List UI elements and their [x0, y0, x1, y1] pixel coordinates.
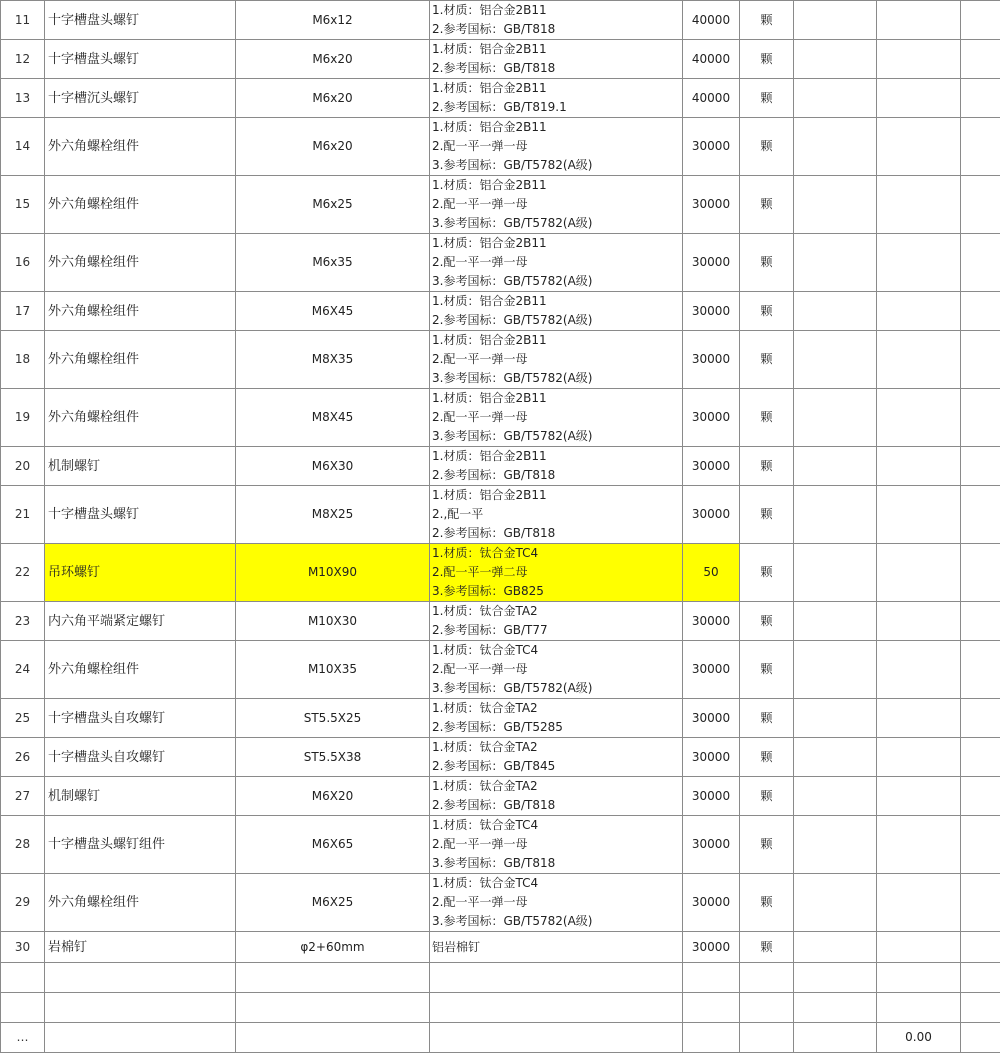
description-line: 1.材质：钛合金TC4 [432, 643, 539, 657]
spec-cell: M6x20 [236, 118, 430, 176]
description-line: 1.材质：铝合金2B11 [432, 391, 547, 405]
blank-cell [794, 738, 877, 777]
description-line: 1.材质：铝合金2B11 [432, 488, 547, 502]
row-number-cell: 11 [1, 1, 45, 40]
quantity-cell: 30000 [683, 738, 740, 777]
table-row [1, 699, 1000, 738]
description-line: 铝岩棉钉 [432, 939, 481, 954]
item-name-cell: 十字槽盘头自攻螺钉 [45, 699, 236, 738]
item-name-cell: 岩棉钉 [45, 932, 236, 963]
description-line: 3.参考国标：GB/T818 [432, 856, 556, 870]
blank-cell [961, 874, 1000, 932]
description-line: 2.参考国标：GB/T818 [432, 798, 556, 812]
description-cell [430, 699, 683, 738]
description-cell [430, 602, 683, 641]
description-cell [430, 777, 683, 816]
blank-cell [794, 699, 877, 738]
row-number-cell: 20 [1, 447, 45, 486]
quantity-cell: 30000 [683, 486, 740, 544]
spec-cell: M6x25 [236, 176, 430, 234]
spec-cell: ST5.5X25 [236, 699, 430, 738]
unit-cell: 颗 [740, 234, 794, 292]
table-row [1, 176, 1000, 234]
blank-cell [877, 602, 961, 641]
blank-cell [794, 602, 877, 641]
blank-cell [961, 602, 1000, 641]
table-row [1, 40, 1000, 79]
description-line: 3.参考国标：GB/T5782(A级) [432, 429, 593, 443]
spec-cell: M6x20 [236, 79, 430, 118]
blank-cell [794, 777, 877, 816]
quantity-cell: 30000 [683, 932, 740, 963]
row-number-cell: 19 [1, 389, 45, 447]
unit-cell: 颗 [740, 447, 794, 486]
blank-cell [961, 544, 1000, 602]
table-row [1, 738, 1000, 777]
description-line: 1.材质：铝合金2B11 [432, 333, 547, 347]
quantity-cell: 30000 [683, 389, 740, 447]
blank-cell [877, 738, 961, 777]
description-line: 1.材质：钛合金TA2 [432, 740, 538, 754]
table-row [1, 389, 1000, 447]
blank-cell [961, 447, 1000, 486]
item-name-cell: 外六角螺栓组件 [45, 292, 236, 331]
description-line: 2.配一平一弹一母 [432, 410, 528, 424]
unit-cell: 颗 [740, 331, 794, 389]
description-line: 1.材质：铝合金2B11 [432, 449, 547, 463]
unit-cell: 颗 [740, 932, 794, 963]
spec-cell: M6x12 [236, 1, 430, 40]
unit-cell: 颗 [740, 292, 794, 331]
description-cell [430, 816, 683, 874]
spec-cell: M10X35 [236, 641, 430, 699]
description-cell [430, 447, 683, 486]
blank-cell [961, 816, 1000, 874]
blank-cell [961, 389, 1000, 447]
item-name-cell: 吊环螺钉 [45, 544, 236, 602]
quantity-cell: 30000 [683, 777, 740, 816]
item-name-cell: 外六角螺栓组件 [45, 234, 236, 292]
blank-cell [961, 292, 1000, 331]
table-row [1, 1, 1000, 40]
blank-cell [794, 40, 877, 79]
quantity-cell: 30000 [683, 234, 740, 292]
description-line: 1.材质：钛合金TC4 [432, 876, 539, 890]
table-row [1, 486, 1000, 544]
blank-cell [877, 874, 961, 932]
description-line: 3.参考国标：GB/T5782(A级) [432, 681, 593, 695]
row-number-cell: 18 [1, 331, 45, 389]
blank-cell [877, 176, 961, 234]
table-row [1, 777, 1000, 816]
unit-cell: 颗 [740, 874, 794, 932]
blank-cell [877, 816, 961, 874]
blank-cell [877, 79, 961, 118]
description-line: 2.参考国标：GB/T818 [432, 22, 556, 36]
blank-cell [794, 176, 877, 234]
description-line: 2.配一平一弹一母 [432, 895, 528, 909]
row-number-cell: 16 [1, 234, 45, 292]
description-line: 2.配一平一弹一母 [432, 352, 528, 366]
item-name-cell: 十字槽盘头螺钉 [45, 40, 236, 79]
description-cell [430, 932, 683, 963]
unit-cell: 颗 [740, 641, 794, 699]
description-line: 1.材质：铝合金2B11 [432, 81, 547, 95]
quantity-cell: 30000 [683, 874, 740, 932]
description-line: 2.配一平一弹一母 [432, 139, 528, 153]
description-cell [430, 738, 683, 777]
description-line: 2.,配一平 [432, 507, 484, 521]
blank-cell [877, 118, 961, 176]
total-cell: 0.00 [877, 1023, 961, 1053]
unit-cell: 颗 [740, 486, 794, 544]
item-name-cell: 外六角螺栓组件 [45, 176, 236, 234]
blank-cell [794, 331, 877, 389]
quantity-cell: 30000 [683, 118, 740, 176]
row-number-cell: 29 [1, 874, 45, 932]
table-row [1, 292, 1000, 331]
description-line: 2.参考国标：GB/T818 [432, 526, 556, 540]
table-row [1, 118, 1000, 176]
blank-cell [877, 40, 961, 79]
description-cell [430, 389, 683, 447]
description-line: 3.参考国标：GB/T5782(A级) [432, 371, 593, 385]
item-name-cell: 十字槽盘头螺钉 [45, 1, 236, 40]
description-cell [430, 544, 683, 602]
spec-cell: M6x35 [236, 234, 430, 292]
unit-cell: 颗 [740, 699, 794, 738]
description-line: 2.配一平一弹一母 [432, 662, 528, 676]
blank-cell [961, 777, 1000, 816]
unit-cell: 颗 [740, 777, 794, 816]
spec-cell: M8X25 [236, 486, 430, 544]
item-name-cell: 外六角螺栓组件 [45, 389, 236, 447]
item-name-cell: 十字槽沉头螺钉 [45, 79, 236, 118]
description-line: 1.材质：铝合金2B11 [432, 178, 547, 192]
description-line: 2.参考国标：GB/T818 [432, 61, 556, 75]
description-cell [430, 79, 683, 118]
row-number-cell: 25 [1, 699, 45, 738]
row-number-cell: 17 [1, 292, 45, 331]
item-name-cell: 十字槽盘头螺钉组件 [45, 816, 236, 874]
blank-cell [961, 641, 1000, 699]
blank-cell [961, 118, 1000, 176]
table-body [1, 1, 1000, 963]
spec-cell: M10X90 [236, 544, 430, 602]
quantity-cell: 30000 [683, 816, 740, 874]
table-row [1, 641, 1000, 699]
row-number-cell: 28 [1, 816, 45, 874]
unit-cell: 颗 [740, 1, 794, 40]
blank-cell [794, 486, 877, 544]
blank-cell [961, 699, 1000, 738]
blank-cell [877, 1, 961, 40]
description-line: 1.材质：钛合金TA2 [432, 779, 538, 793]
blank-cell [961, 331, 1000, 389]
blank-cell [794, 544, 877, 602]
spec-cell: M6x20 [236, 40, 430, 79]
row-number-cell: 14 [1, 118, 45, 176]
row-number-cell: 22 [1, 544, 45, 602]
table-row [1, 874, 1000, 932]
description-line: 2.参考国标：GB/T77 [432, 623, 548, 637]
description-line: 2.配一平一弹二母 [432, 565, 528, 579]
item-name-cell: 外六角螺栓组件 [45, 874, 236, 932]
blank-cell [961, 79, 1000, 118]
quantity-cell: 30000 [683, 176, 740, 234]
row-number-cell: 26 [1, 738, 45, 777]
table-row [1, 602, 1000, 641]
blank-cell [961, 486, 1000, 544]
item-name-cell: 外六角螺栓组件 [45, 118, 236, 176]
table-row [1, 816, 1000, 874]
empty-row [1, 993, 1000, 1023]
description-line: 3.参考国标：GB/T5782(A级) [432, 274, 593, 288]
description-line: 2.参考国标：GB/T5782(A级) [432, 313, 593, 327]
description-line: 2.配一平一弹一母 [432, 837, 528, 851]
row-number-cell: 24 [1, 641, 45, 699]
item-name-cell: 十字槽盘头自攻螺钉 [45, 738, 236, 777]
unit-cell: 颗 [740, 816, 794, 874]
quantity-cell: 30000 [683, 292, 740, 331]
quantity-cell: 30000 [683, 447, 740, 486]
blank-cell [877, 544, 961, 602]
row-number-cell: 12 [1, 40, 45, 79]
unit-cell: 颗 [740, 118, 794, 176]
blank-cell [877, 292, 961, 331]
total-row [1, 1023, 1000, 1053]
spec-cell: M8X35 [236, 331, 430, 389]
unit-cell: 颗 [740, 544, 794, 602]
description-line: 2.参考国标：GB/T845 [432, 759, 556, 773]
row-number-cell: 13 [1, 79, 45, 118]
description-line: 1.材质：铝合金2B11 [432, 120, 547, 134]
item-name-cell: 机制螺钉 [45, 777, 236, 816]
ellipsis-cell: … [1, 1023, 45, 1053]
row-number-cell: 23 [1, 602, 45, 641]
description-line: 1.材质：铝合金2B11 [432, 236, 547, 250]
blank-cell [794, 874, 877, 932]
item-name-cell: 十字槽盘头螺钉 [45, 486, 236, 544]
blank-cell [794, 79, 877, 118]
description-cell [430, 40, 683, 79]
description-line: 1.材质：钛合金TA2 [432, 604, 538, 618]
blank-cell [794, 932, 877, 963]
description-cell [430, 1, 683, 40]
description-cell [430, 641, 683, 699]
spec-cell: M6X25 [236, 874, 430, 932]
description-line: 3.参考国标：GB825 [432, 584, 544, 598]
description-line: 2.配一平一弹一母 [432, 197, 528, 211]
table-footer [1, 963, 1000, 1053]
blank-cell [794, 234, 877, 292]
description-line: 2.参考国标：GB/T819.1 [432, 100, 567, 114]
spec-cell: M6X65 [236, 816, 430, 874]
blank-cell [794, 641, 877, 699]
table-row [1, 932, 1000, 963]
spec-cell: M8X45 [236, 389, 430, 447]
spec-cell: ST5.5X38 [236, 738, 430, 777]
blank-cell [877, 389, 961, 447]
blank-cell [961, 738, 1000, 777]
blank-cell [961, 932, 1000, 963]
spec-cell: M6X30 [236, 447, 430, 486]
unit-cell: 颗 [740, 389, 794, 447]
spec-cell: M6X20 [236, 777, 430, 816]
spec-cell: M10X30 [236, 602, 430, 641]
description-line: 2.参考国标：GB/T818 [432, 468, 556, 482]
blank-cell [794, 816, 877, 874]
description-cell [430, 486, 683, 544]
blank-cell [961, 1, 1000, 40]
unit-cell: 颗 [740, 738, 794, 777]
blank-cell [877, 331, 961, 389]
description-line: 3.参考国标：GB/T5782(A级) [432, 216, 593, 230]
blank-cell [877, 641, 961, 699]
description-line: 1.材质：钛合金TA2 [432, 701, 538, 715]
blank-cell [794, 118, 877, 176]
description-cell [430, 234, 683, 292]
description-cell [430, 874, 683, 932]
table-row [1, 447, 1000, 486]
quantity-cell: 30000 [683, 331, 740, 389]
empty-row [1, 963, 1000, 993]
row-number-cell: 30 [1, 932, 45, 963]
blank-cell [961, 40, 1000, 79]
blank-cell [961, 176, 1000, 234]
row-number-cell: 27 [1, 777, 45, 816]
description-line: 2.参考国标：GB/T5285 [432, 720, 563, 734]
table-row [1, 79, 1000, 118]
quantity-cell: 30000 [683, 602, 740, 641]
quantity-cell: 30000 [683, 699, 740, 738]
blank-cell [794, 389, 877, 447]
item-name-cell: 外六角螺栓组件 [45, 641, 236, 699]
unit-cell: 颗 [740, 79, 794, 118]
description-line: 3.参考国标：GB/T5782(A级) [432, 914, 593, 928]
description-line: 2.配一平一弹一母 [432, 255, 528, 269]
blank-cell [877, 777, 961, 816]
quantity-cell: 40000 [683, 40, 740, 79]
unit-cell: 颗 [740, 176, 794, 234]
blank-cell [794, 292, 877, 331]
blank-cell [877, 699, 961, 738]
description-line: 1.材质：钛合金TC4 [432, 818, 539, 832]
blank-cell [877, 447, 961, 486]
description-line: 1.材质：钛合金TC4 [432, 546, 539, 560]
table-row [1, 331, 1000, 389]
quantity-cell: 30000 [683, 641, 740, 699]
description-line: 1.材质：铝合金2B11 [432, 294, 547, 308]
table-row [1, 234, 1000, 292]
blank-cell [961, 234, 1000, 292]
spec-cell: φ2+60mm [236, 932, 430, 963]
blank-cell [877, 234, 961, 292]
blank-cell [794, 447, 877, 486]
item-name-cell: 内六角平端紧定螺钉 [45, 602, 236, 641]
blank-cell [794, 1, 877, 40]
description-cell [430, 331, 683, 389]
row-number-cell: 15 [1, 176, 45, 234]
item-name-cell: 机制螺钉 [45, 447, 236, 486]
unit-cell: 颗 [740, 602, 794, 641]
description-line: 1.材质：铝合金2B11 [432, 42, 547, 56]
table-row [1, 544, 1000, 602]
blank-cell [877, 486, 961, 544]
blank-cell [877, 932, 961, 963]
quantity-cell: 40000 [683, 1, 740, 40]
spec-cell: M6X45 [236, 292, 430, 331]
description-line: 1.材质：铝合金2B11 [432, 3, 547, 17]
quantity-cell: 50 [683, 544, 740, 602]
description-cell [430, 118, 683, 176]
unit-cell: 颗 [740, 40, 794, 79]
quantity-cell: 40000 [683, 79, 740, 118]
description-cell [430, 176, 683, 234]
description-cell [430, 292, 683, 331]
row-number-cell: 21 [1, 486, 45, 544]
description-line: 3.参考国标：GB/T5782(A级) [432, 158, 593, 172]
item-name-cell: 外六角螺栓组件 [45, 331, 236, 389]
